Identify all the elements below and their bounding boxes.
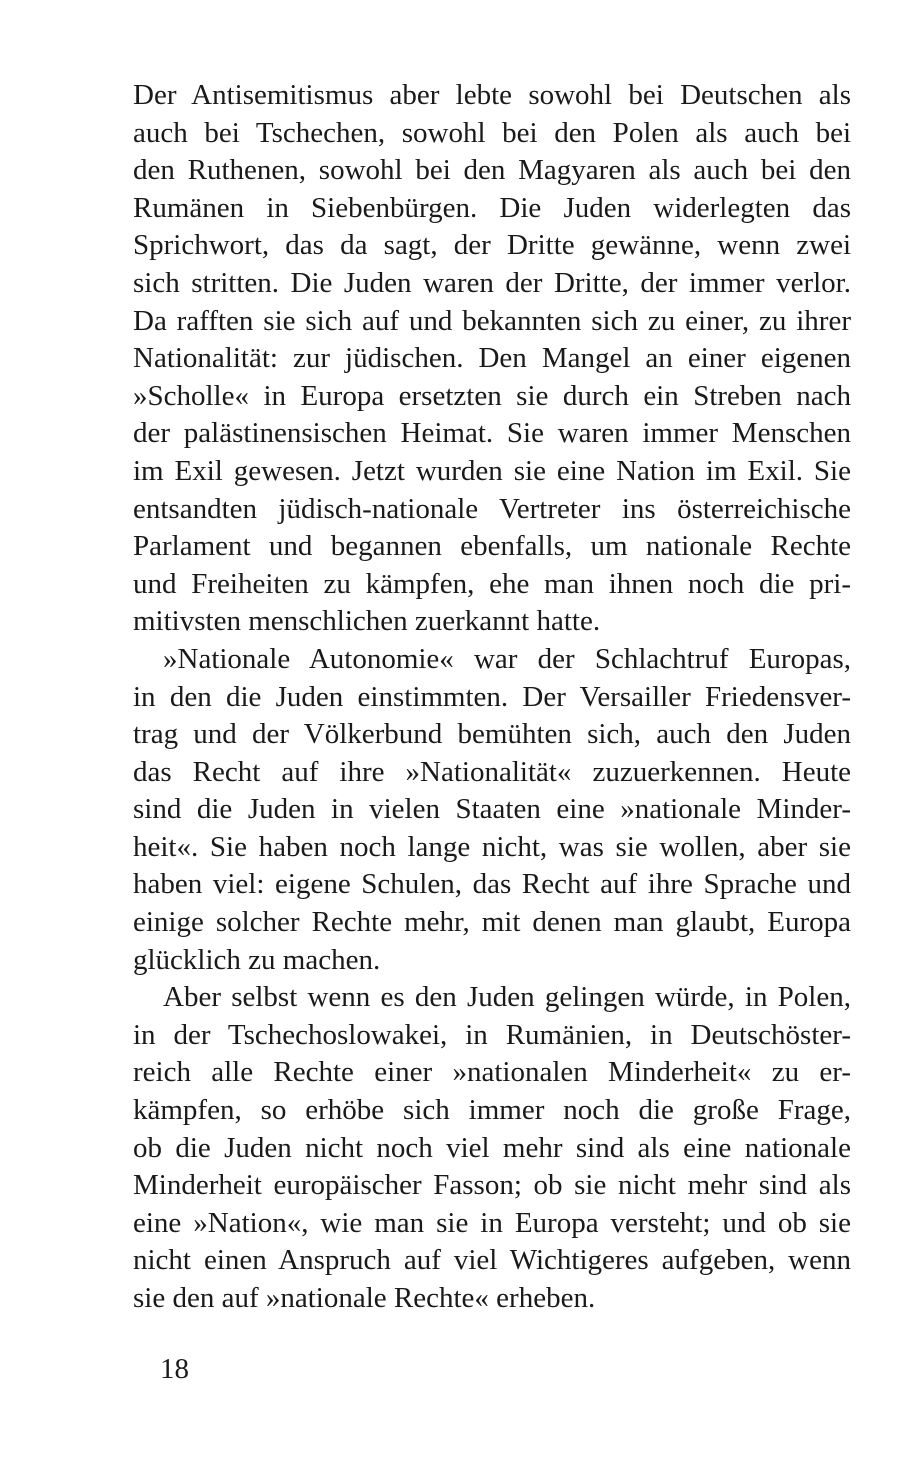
paragraph-1 bbox=[133, 77, 851, 641]
text-line: sind die Juden in vielen Staaten eine »nationale Minder- bbox=[133, 793, 851, 826]
text-line: »Scholle« in Europa ersetzten sie durch ein Streben nach bbox=[133, 379, 851, 412]
text-line: das Recht auf ihre »Nationalität« zuzuerkennen. Heute bbox=[133, 755, 851, 788]
text-line: ob die Juden nicht noch viel mehr sind als eine nationale bbox=[133, 1131, 851, 1164]
text-line: eine »Nation«, wie man sie in Europa versteht; und ob sie bbox=[133, 1206, 851, 1239]
page-number: 18 bbox=[160, 1353, 189, 1385]
text-line: in den die Juden einstimmten. Der Versailler Friedensver- bbox=[133, 680, 851, 713]
text-line: Rumänen in Siebenbürgen. Die Juden widerlegten das bbox=[133, 191, 851, 224]
body-text bbox=[133, 77, 851, 1318]
text-line: Sprichwort, das da sagt, der Dritte gewänne, wenn zwei bbox=[133, 229, 851, 262]
text-line: auch bei Tschechen, sowohl bei den Polen als auch bei bbox=[133, 116, 851, 149]
text-line: Da rafften sie sich auf und bekannten sich zu einer, zu ihrer bbox=[133, 304, 851, 337]
text-line: den Ruthenen, sowohl bei den Magyaren als auch bei den bbox=[133, 154, 851, 187]
text-line: trag und der Völkerbund bemühten sich, auch den Juden bbox=[133, 718, 851, 751]
paragraph-2 bbox=[133, 641, 851, 979]
text-line: reich alle Rechte einer »nationalen Minderheit« zu er- bbox=[133, 1056, 851, 1089]
text-line: »Nationale Autonomie« war der Schlachtruf Europas, bbox=[163, 642, 851, 675]
text-line: im Exil gewesen. Jetzt wurden sie eine Nation im Exil. Sie bbox=[133, 454, 851, 487]
text-line: kämpfen, so erhöbe sich immer noch die große Frage, bbox=[133, 1094, 851, 1127]
text-line: einige solcher Rechte mehr, mit denen man glaubt, Europa bbox=[133, 906, 851, 939]
text-line: sie den auf »nationale Rechte« erheben. bbox=[133, 1282, 596, 1314]
text-line: in der Tschechoslowakei, in Rumänien, in Deutschöster- bbox=[133, 1018, 851, 1051]
paragraph-3 bbox=[133, 979, 851, 1317]
text-line: Aber selbst wenn es den Juden gelingen würde, in Polen, bbox=[163, 981, 851, 1014]
text-line: nicht einen Anspruch auf viel Wichtigeres aufgeben, wenn bbox=[133, 1244, 851, 1277]
text-line: mitivsten menschlichen zuerkannt hatte. bbox=[133, 605, 601, 638]
text-line: glücklich zu machen. bbox=[133, 943, 381, 976]
text-line: haben viel: eigene Schulen, das Recht auf ihre Sprache und bbox=[133, 868, 851, 901]
text-line: Parlament und begannen ebenfalls, um nationale Rechte bbox=[133, 530, 851, 563]
text-line: Nationalität: zur jüdischen. Den Mangel an einer eigenen bbox=[133, 342, 851, 375]
text-line: sich stritten. Die Juden waren der Dritte, der immer verlor. bbox=[133, 266, 851, 299]
text-line: der palästinensischen Heimat. Sie waren immer Menschen bbox=[133, 417, 851, 450]
text-line: entsandten jüdisch-nationale Vertreter ins österreichische bbox=[133, 492, 851, 525]
text-line: Der Antisemitismus aber lebte sowohl bei Deutschen als bbox=[133, 79, 851, 111]
text-line: und Freiheiten zu kämpfen, ehe man ihnen noch die pri- bbox=[133, 567, 851, 600]
text-line: Minderheit europäischer Fasson; ob sie nicht mehr sind als bbox=[133, 1169, 851, 1202]
text-line: heit«. Sie haben noch lange nicht, was sie wollen, aber sie bbox=[133, 830, 851, 863]
